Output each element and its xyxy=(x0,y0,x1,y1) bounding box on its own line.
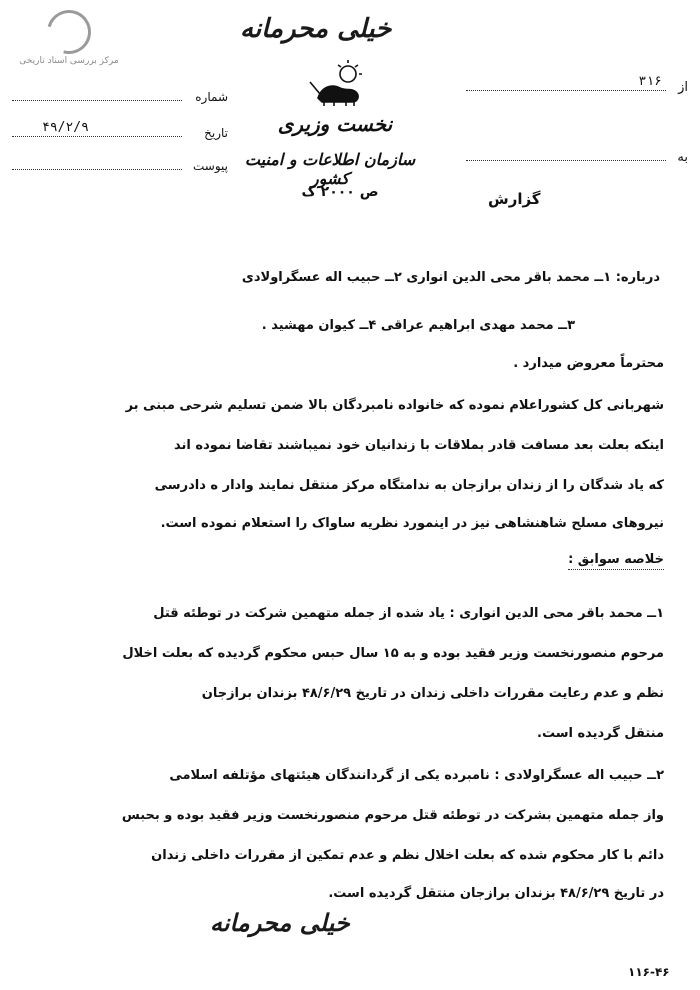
summary-line: ۲ــ حبیب اله عسگراولادی : نامبرده یکی از گردانندگان هیئتهای مؤتلفه اسلامی xyxy=(169,768,664,783)
attachment-label: پیوست xyxy=(193,159,228,173)
date-field xyxy=(12,122,228,140)
summary-line: واز جمله متهمین بشرکت در توطئه قتل مرحوم منصورنخست وزیر فقید بوده و بحبس xyxy=(121,808,664,823)
footer-code: ۱۱۶-۴۶ xyxy=(628,965,670,979)
watermark-text: مرکز بررسی اسناد تاریخی xyxy=(19,56,119,66)
organization-line1: نخست وزیری xyxy=(277,112,393,136)
to-line xyxy=(466,146,666,161)
summary-line: در تاریخ ۴۸/۶/۲۹ بزندان برازجان منتقل گردیده است. xyxy=(328,886,664,901)
classification-stamp-bottom: خیلی محرمانه xyxy=(210,908,350,937)
summary-line: نظم و عدم رعایت مقررات داخلی زندان در تاریخ ۴۸/۶/۲۹ بزندان برازجان xyxy=(201,686,664,701)
organization-code: ص ۲۰۰۰ ک xyxy=(301,184,379,200)
archive-logo-icon xyxy=(39,2,99,62)
summary-line: منتقل گردیده است. xyxy=(537,726,664,741)
body-line: شهربانی کل کشوراعلام نموده که خانواده نامبردگان بالا ضمن تسلیم شرحی مبنی بر xyxy=(125,398,664,413)
body-line: اینکه بعلت بعد مسافت قادر بملاقات با زندانیان خود نمیباشند تقاضا نموده اند xyxy=(174,438,664,453)
attachment-field xyxy=(12,155,228,173)
to-label: به xyxy=(677,150,688,165)
subject-line-1: درباره: ۱ــ محمد باقر محی الدین انواری ۲ــ حبیب اله عسگراولادی xyxy=(241,270,660,285)
summary-line: ۱ــ محمد باقر محی الدین انواری : یاد شده از جمله متهمین شرکت در توطئه قتل xyxy=(153,606,664,621)
watermark xyxy=(14,10,124,66)
from-value: ۳۱۶ xyxy=(638,74,662,89)
number-line xyxy=(12,86,182,101)
number-field xyxy=(12,86,228,104)
number-label: شماره xyxy=(195,90,228,104)
from-field xyxy=(466,76,688,95)
lion-and-sun-emblem-icon xyxy=(300,58,380,108)
summary-line: دائم با کار محکوم شده که بعلت اخلال نظم و عدم تمکین از مقررات داخلی زندان xyxy=(151,848,664,863)
body-line: نیروهای مسلح شاهنشاهی نیز در اینمورد نظریه ساواک را استعلام نموده است. xyxy=(160,516,664,531)
organization-line2: سازمان اطلاعات و امنیت کشور xyxy=(244,150,416,188)
report-title: گزارش xyxy=(488,190,541,208)
date-label: تاریخ xyxy=(204,126,228,140)
from-label: از xyxy=(678,80,688,95)
subject-line-2: ۳ــ محمد مهدی ابراهیم عراقی ۴ــ کیوان مهشید . xyxy=(261,318,575,333)
body-line: که یاد شدگان را از زندان برازجان به ندامتگاه مرکز منتقل نمایند وادار ه دادرسی xyxy=(154,478,664,493)
date-line xyxy=(12,122,182,137)
summary-line: مرحوم منصورنخست وزیر فقید بوده و به ۱۵ سال حبس محکوم گردیده که بعلت اخلال xyxy=(122,646,664,661)
attachment-line xyxy=(12,155,182,170)
classification-stamp-top: خیلی محرمانه xyxy=(240,14,392,44)
greeting: محترماً معروض میدارد . xyxy=(513,356,664,371)
to-field xyxy=(466,146,688,165)
date-value: ۴۹/۲/۹ xyxy=(42,120,89,135)
from-line xyxy=(466,76,666,91)
summary-heading: خلاصه سوابق : xyxy=(568,552,664,570)
